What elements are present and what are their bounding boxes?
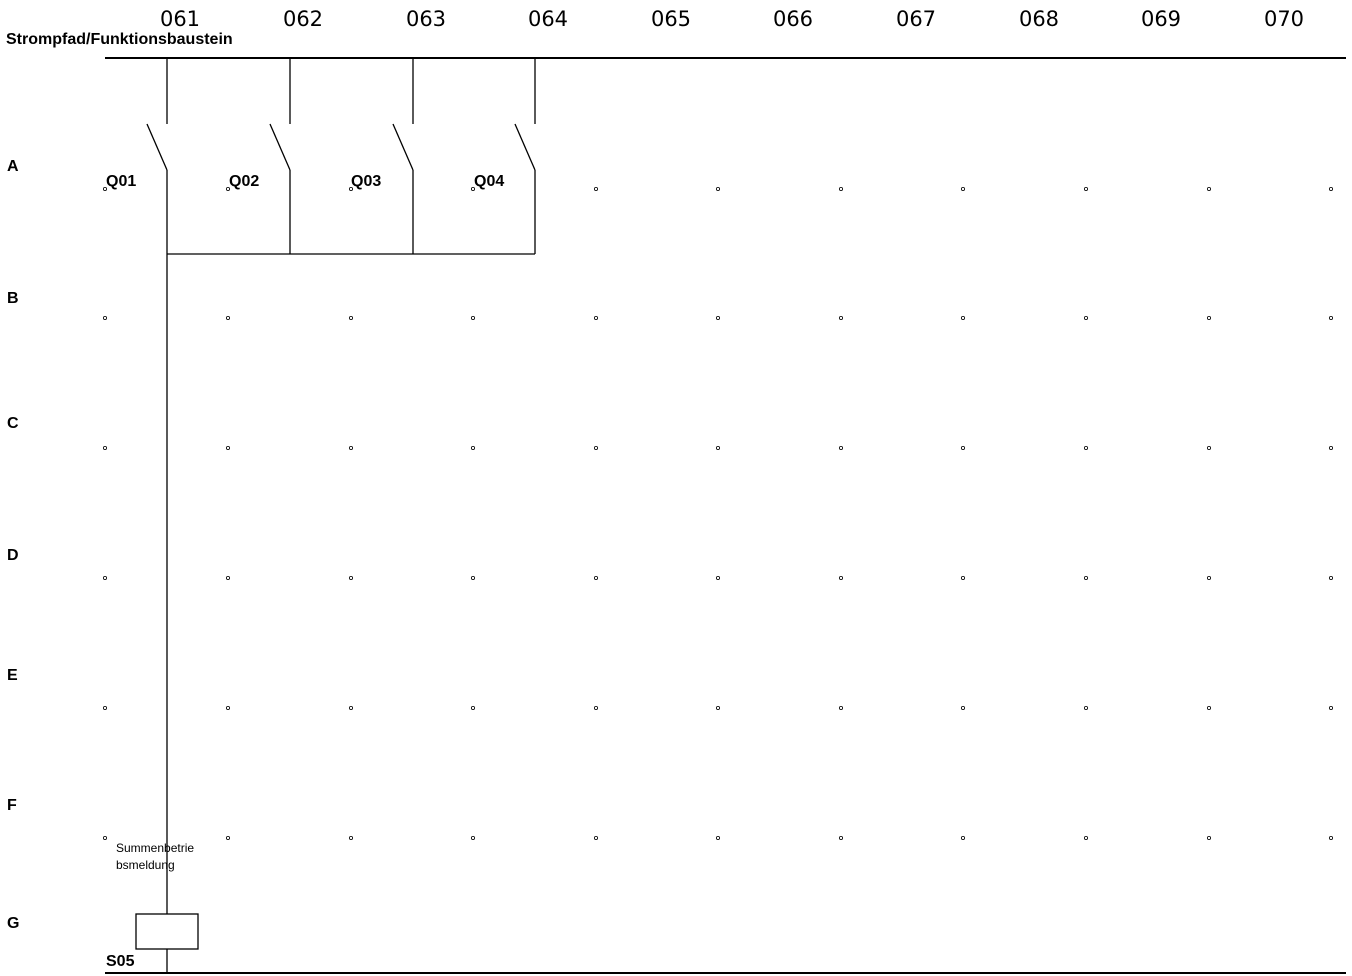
column-label-065: 065 xyxy=(650,7,692,31)
grid-dot xyxy=(961,446,964,449)
grid-dot xyxy=(839,446,842,449)
grid-dot xyxy=(839,836,842,839)
component-tag-s05: S05 xyxy=(106,953,135,970)
grid-dot xyxy=(349,446,352,449)
grid-dot xyxy=(226,706,229,709)
grid-dot xyxy=(1329,446,1332,449)
grid-dot xyxy=(716,187,719,190)
switch-q02 xyxy=(270,58,290,254)
row-label-a: A xyxy=(7,158,19,175)
grid-dot xyxy=(594,836,597,839)
grid-dot xyxy=(349,576,352,579)
switch-q01 xyxy=(147,58,167,254)
column-label-066: 066 xyxy=(772,7,814,31)
column-label-068: 068 xyxy=(1018,7,1060,31)
grid-dot xyxy=(1207,446,1210,449)
grid-dot xyxy=(471,576,474,579)
grid-dot xyxy=(471,706,474,709)
component-tag-q03: Q03 xyxy=(351,173,382,190)
grid-dot xyxy=(103,836,106,839)
row-label-b: B xyxy=(7,290,19,307)
column-label-062: 062 xyxy=(282,7,324,31)
column-label-063: 063 xyxy=(405,7,447,31)
grid-dot xyxy=(1329,706,1332,709)
grid-dot xyxy=(1084,706,1087,709)
grid-dot xyxy=(961,706,964,709)
grid-dot xyxy=(349,706,352,709)
grid-dot xyxy=(716,836,719,839)
row-label-g: G xyxy=(7,915,20,932)
grid-dot xyxy=(961,576,964,579)
grid-dot xyxy=(1207,706,1210,709)
grid-dots xyxy=(103,187,1332,839)
row-label-d: D xyxy=(7,547,19,564)
grid-dot xyxy=(226,446,229,449)
grid-dot xyxy=(349,836,352,839)
grid-dot xyxy=(103,576,106,579)
grid-dot xyxy=(1084,576,1087,579)
column-labels xyxy=(160,7,1304,31)
column-label-070: 070 xyxy=(1263,7,1305,31)
page-title: Strompfad/Funktionsbaustein xyxy=(6,31,233,48)
s05-description-line-1: Summenbetrie xyxy=(116,841,195,855)
grid-dot xyxy=(594,446,597,449)
grid-dot xyxy=(839,706,842,709)
grid-dot xyxy=(1207,187,1210,190)
grid-dot xyxy=(103,316,106,319)
grid-dot xyxy=(716,446,719,449)
column-label-067: 067 xyxy=(895,7,937,31)
s05-coil-symbol xyxy=(136,914,198,949)
grid-dot xyxy=(716,316,719,319)
grid-dot xyxy=(103,446,106,449)
grid-dot xyxy=(1329,316,1332,319)
grid-dot xyxy=(471,836,474,839)
grid-dot xyxy=(1329,187,1332,190)
grid-dot xyxy=(471,446,474,449)
grid-dot xyxy=(594,316,597,319)
row-label-e: E xyxy=(7,667,18,684)
grid-dot xyxy=(1329,576,1332,579)
switch-q04 xyxy=(515,58,535,254)
column-label-061: 061 xyxy=(159,7,201,31)
grid-dot xyxy=(1329,836,1332,839)
grid-dot xyxy=(839,187,842,190)
grid-dot xyxy=(961,836,964,839)
grid-dot xyxy=(594,576,597,579)
component-tag-q04: Q04 xyxy=(474,173,505,190)
grid-dot xyxy=(961,316,964,319)
component-tag-q02: Q02 xyxy=(229,173,260,190)
grid-dot xyxy=(1084,187,1087,190)
grid-dot xyxy=(594,706,597,709)
grid-dot xyxy=(1207,836,1210,839)
grid-dot xyxy=(1207,316,1210,319)
grid-dot xyxy=(1084,446,1087,449)
row-labels xyxy=(7,158,19,932)
column-label-069: 069 xyxy=(1140,7,1182,31)
component-tag-q01: Q01 xyxy=(106,173,137,190)
grid-dot xyxy=(1084,836,1087,839)
grid-dot xyxy=(226,316,229,319)
s05-description-line-2: bsmeldung xyxy=(116,858,175,872)
grid-dot xyxy=(226,576,229,579)
grid-dot xyxy=(716,576,719,579)
grid-dot xyxy=(471,316,474,319)
grid-dot xyxy=(349,316,352,319)
grid-dot xyxy=(1207,576,1210,579)
grid-dot xyxy=(1084,316,1087,319)
grid-dot xyxy=(839,316,842,319)
column-label-064: 064 xyxy=(527,7,569,31)
row-label-c: C xyxy=(7,415,19,432)
grid-dot xyxy=(839,576,842,579)
switch-q03 xyxy=(393,58,413,254)
grid-dot xyxy=(961,187,964,190)
grid-dot xyxy=(103,706,106,709)
row-label-f: F xyxy=(7,797,17,814)
grid-dot xyxy=(716,706,719,709)
grid-dot xyxy=(594,187,597,190)
grid-dot xyxy=(226,836,229,839)
